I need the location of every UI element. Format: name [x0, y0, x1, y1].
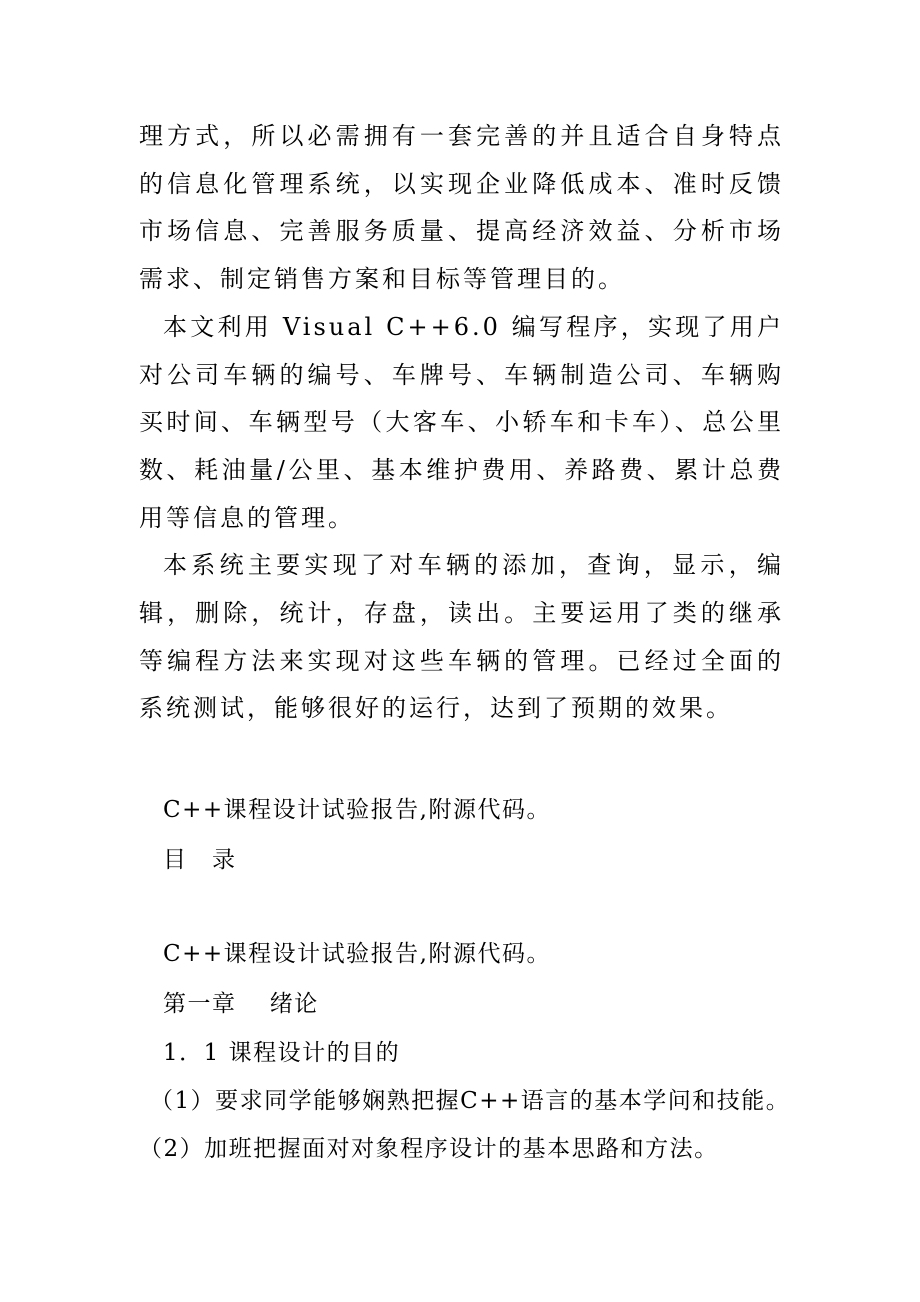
objective-item-2: （2）加班把握面对对象程序设计的基本思路和方法。 [139, 1136, 719, 1162]
report-title: C++课程设计试验报告,附源代码。 [163, 941, 551, 967]
abstract-section [139, 113, 784, 733]
objective-item-1: （1）要求同学能够娴熟把握C++语言的基本学问和技能。 [150, 1088, 791, 1114]
toc-report-title: C++课程设计试验报告,附源代码。 [163, 797, 551, 823]
chapter-heading: 第一章 绪论 [163, 991, 319, 1017]
section-heading: 1．1 课程设计的目的 [163, 1040, 401, 1066]
abstract-paragraph-2: 本文利用 Visual C++6.0 编写程序，实现了用户对公司车辆的编号、车牌号、车辆制造公司、车辆购买时间、车辆型号（大客车、小轿车和卡车）、总公里数、耗油量/公里、基本维护费用、养路费、累计总费用等信息的管理。 [139, 312, 784, 532]
abstract-paragraph-1: 理方式，所以必需拥有一套完善的并且适合自身特点的信息化管理系统，以实现企业降低成本、准时反馈市场信息、完善服务质量、提高经济效益、分析市场需求、制定销售方案和目标等管理目的。 [139, 122, 784, 294]
toc-heading: 目 录 [163, 847, 237, 873]
abstract-paragraph-3: 本系统主要实现了对车辆的添加，查询，显示，编辑，删除，统计，存盘，读出。主要运用了类的继承等编程方法来实现对这些车辆的管理。已经过全面的系统测试，能够很好的运行，达到了预期的效果。 [139, 551, 784, 723]
